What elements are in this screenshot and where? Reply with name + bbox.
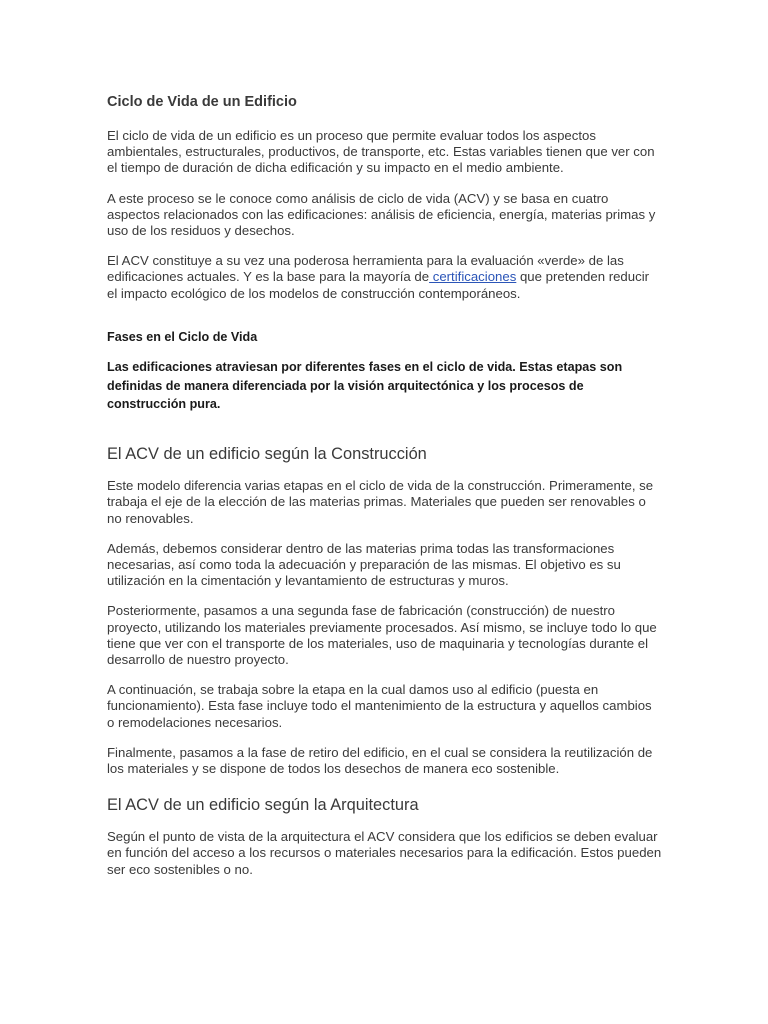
document-title: Ciclo de Vida de un Edificio [107, 94, 297, 110]
construction-paragraph-1: Este modelo diferencia varias etapas en el ciclo de vida de la construcción. Primeramente, se trabaja el eje de la elección de las materias primas. Materiales que pueden ser renovables o no renovables. [107, 478, 654, 526]
acv-paragraph-text-before: El ACV constituye a su vez una poderosa herramienta para la evaluación «verde» de las edificaciones actuales. Y es la base para la mayoría de [107, 253, 624, 285]
architecture-heading: El ACV de un edificio según la Arquitectura [107, 796, 419, 815]
architecture-paragraph-1: Según el punto de vista de la arquitectura el ACV considera que los edificios se deben evaluar en función del acceso a los recursos o materiales necesarios para la edificación. Estos pueden ser eco sostenibles o no. [107, 829, 662, 877]
document-page [107, 92, 662, 878]
certificaciones-link[interactable]: certificaciones [429, 269, 517, 285]
acv-paragraph-text-after: que pretenden reducir el impacto ecológico de los modelos de construcción contemporáneos. [107, 269, 650, 301]
intro-paragraph-1: El ciclo de vida de un edificio es un proceso que permite evaluar todos los aspectos ambientales, estructurales, productivos, de transporte, etc. Estas variables tienen que ver con el tiempo de duración de dicha edificación y su impacto en el medio ambiente. [107, 128, 655, 176]
construction-paragraph-2: Además, debemos considerar dentro de las materias prima todas las transformaciones necesarias, así como toda la adecuación y preparación de las mismas. El objetivo es su utilización en la cimentación y levantamiento de estructuras y muros. [107, 540, 621, 589]
construction-paragraph-3: Posteriormente, pasamos a una segunda fase de fabricación (construcción) de nuestro proyecto, utilizando los materiales previamente procesados. Así mismo, se incluye todo lo que tiene que ver con el transporte de los materiales, uso de maquinaria y tecnologías durante el desarrollo de nuestro proyecto. [107, 603, 657, 668]
intro-paragraph-2: A este proceso se le conoce como análisis de ciclo de vida (ACV) y se basa en cuatro aspectos relacionados con las edificaciones: análisis de eficiencia, energía, materias primas y uso de los residuos y desechos. [107, 190, 656, 239]
phases-heading: Fases en el Ciclo de Vida [107, 329, 258, 344]
phases-lead: Las edificaciones atraviesan por diferentes fases en el ciclo de vida. Estas etapas son definidas de manera diferenciada por la visión arquitectónica y los procesos de construcción pura. [107, 359, 623, 412]
construction-heading: El ACV de un edificio según la Construcción [107, 445, 427, 464]
construction-paragraph-4: A continuación, se trabaja sobre la etapa en la cual damos uso al edificio (puesta en funcionamiento). Esta fase incluye todo el mantenimiento de la estructura y aquellos cambios o remodelaciones necesarios. [107, 682, 652, 730]
acv-paragraph [107, 253, 662, 302]
construction-paragraph-5: Finalmente, pasamos a la fase de retiro del edificio, en el cual se considera la reutilización de los materiales y se dispone de todos los desechos de manera eco sostenible. [107, 744, 653, 777]
